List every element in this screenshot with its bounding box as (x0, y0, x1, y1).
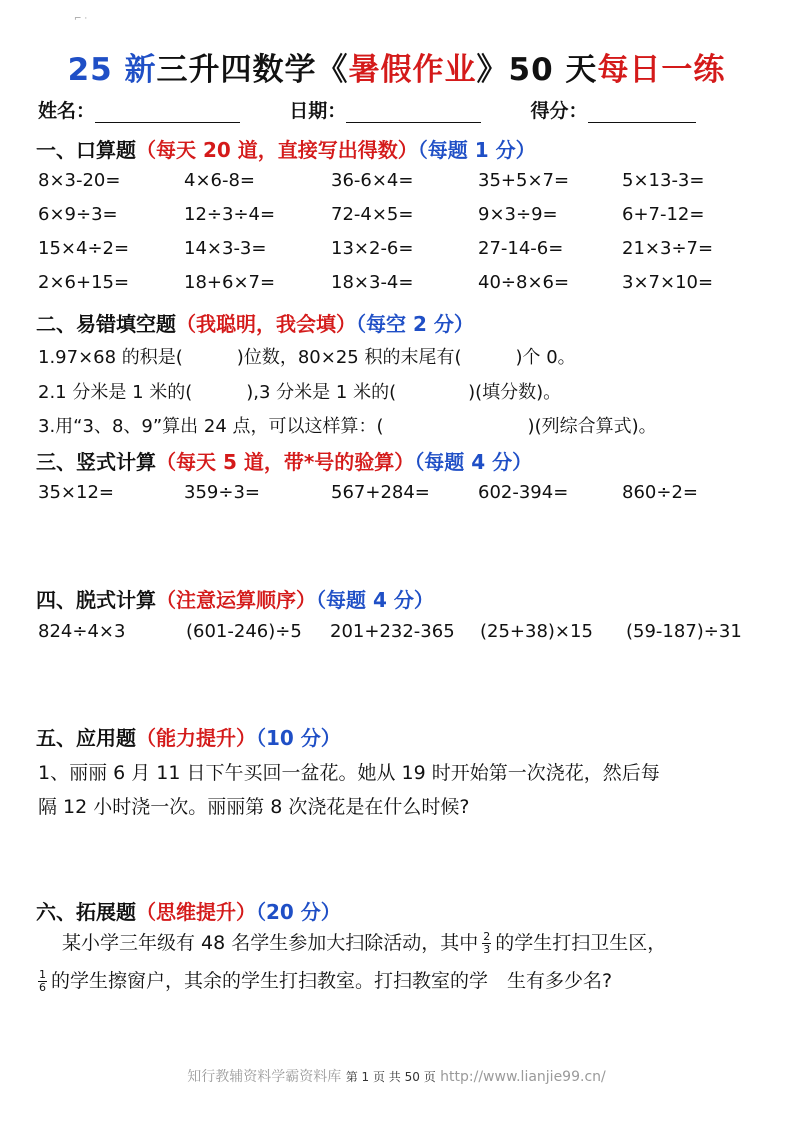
problem: 8×3-20= (38, 170, 121, 191)
vertical-calc-row (0, 482, 793, 512)
problem: 860÷2= (622, 482, 698, 503)
name-label: 姓名： (38, 100, 96, 122)
section-3-heading (36, 446, 532, 475)
extension-text-a: 某小学三年级有 48 名学生参加大扫除活动，其中 (62, 932, 479, 954)
fill-blank-question-2: 2.1 分米是 1 米的( ),3 分米是 1 米的( )(填分数)。 (38, 382, 562, 403)
section-1-title: 一、口算题 (36, 138, 136, 162)
student-info-row (38, 96, 696, 123)
watermark-left: 知行教辅资料学霸资料库 (187, 1069, 346, 1085)
step-calc-row (0, 621, 793, 651)
mental-math-row (0, 170, 793, 200)
scan-mark: ⌐ · (74, 14, 88, 24)
fraction-denominator: 3 (483, 943, 491, 956)
fraction-numerator: 2 (483, 930, 491, 943)
problem: 4×6-8= (184, 170, 256, 191)
word-problem-line-1: 1、丽丽 6 月 11 日下午买回一盆花。她从 19 时开始第一次浇花，然后每 (38, 762, 660, 784)
section-3-points: （每题 4 分） (414, 450, 533, 474)
problem: (601-246)÷5 (186, 621, 302, 642)
extension-problem-line-1 (62, 928, 792, 956)
problem: 12÷3÷4= (184, 204, 276, 225)
title-part-grade: 三升四数学《 (156, 52, 349, 88)
problem: 6×9÷3= (38, 204, 118, 225)
section-6-title: 六、拓展题 (36, 900, 136, 924)
problem: 18×3-4= (331, 272, 414, 293)
problem: (59-187)÷31 (626, 621, 742, 642)
problem: 14×3-3= (184, 238, 267, 259)
date-blank[interactable] (346, 102, 481, 123)
problem: 15×4÷2= (38, 238, 130, 259)
fraction-one-sixth (38, 969, 47, 994)
section-3-note: （每天 5 道，带*号的验算） (156, 450, 415, 474)
problem: 201+232-365 (330, 621, 455, 642)
score-label: 得分： (530, 100, 588, 122)
section-5-heading (36, 722, 341, 751)
section-5-points: （10 分） (256, 726, 341, 750)
section-2-title: 二、易错填空题 (36, 312, 176, 336)
problem: 2×6+15= (38, 272, 130, 293)
title-part-new: 新 (124, 52, 157, 88)
fraction-denominator: 6 (39, 981, 46, 994)
problem: 9×3÷9= (478, 204, 558, 225)
fraction-two-thirds (482, 931, 491, 956)
problem: 13×2-6= (331, 238, 414, 259)
section-4-heading (36, 584, 434, 613)
section-6-heading (36, 896, 341, 925)
page-footer (0, 1066, 793, 1086)
problem: 6+7-12= (622, 204, 705, 225)
problem: (25+38)×15 (480, 621, 593, 642)
section-1-points: （每题 1 分） (417, 138, 536, 162)
section-4-note: （注意运算顺序） (156, 588, 316, 612)
problem: 36-6×4= (331, 170, 414, 191)
fill-blank-question-3: 3.用“3、8、9”算出 24 点，可以这样算：( )(列综合算式)。 (38, 416, 657, 437)
problem: 359÷3= (184, 482, 260, 503)
section-4-title: 四、脱式计算 (36, 588, 156, 612)
section-6-note: （思维提升） (136, 900, 256, 924)
section-5-note: （能力提升） (136, 726, 256, 750)
problem: 40÷8×6= (478, 272, 570, 293)
score-blank[interactable] (588, 102, 696, 123)
problem: 21×3÷7= (622, 238, 714, 259)
problem: 5×13-3= (622, 170, 705, 191)
extension-problem-line-2 (38, 966, 768, 994)
word-problem-line-2: 隔 12 小时浇一次。丽丽第 8 次浇花是在什么时候? (38, 796, 470, 818)
section-2-heading (36, 308, 474, 337)
title-part-homework: 暑假作业 (348, 52, 477, 88)
problem: 27-14-6= (478, 238, 564, 259)
problem: 3×7×10= (622, 272, 714, 293)
section-6-points: （20 分） (256, 900, 341, 924)
date-label: 日期： (289, 100, 347, 122)
title-part-daily: 每日一练 (597, 52, 726, 88)
mental-math-row (0, 272, 793, 302)
mental-math-row (0, 204, 793, 234)
section-4-points: （每题 4 分） (316, 588, 434, 612)
section-1-heading (36, 134, 536, 163)
extension-text-b: 的学生打扫卫生区， (495, 932, 667, 954)
problem: 18+6×7= (184, 272, 276, 293)
problem: 35×12= (38, 482, 114, 503)
mental-math-row (0, 238, 793, 268)
fraction-numerator: 1 (39, 968, 46, 981)
problem: 35+5×7= (478, 170, 570, 191)
problem: 824÷4×3 (38, 621, 126, 642)
section-2-note: （我聪明，我会填） (176, 312, 356, 336)
section-3-title: 三、竖式计算 (36, 450, 156, 474)
problem: 567+284= (331, 482, 430, 503)
title-part-number: 25 (67, 52, 113, 88)
section-2-points: （每空 2 分） (356, 312, 474, 336)
section-5-title: 五、应用题 (36, 726, 136, 750)
problem: 602-394= (478, 482, 569, 503)
watermark-url[interactable]: http://www.lianjie99.cn/ (435, 1069, 606, 1085)
extension-text-c: 的学生擦窗户，其余的学生打扫教室。打扫教室的学 生有多少名? (51, 970, 613, 992)
section-1-note: （每天 20 道，直接写出得数） (136, 138, 418, 162)
name-blank[interactable] (95, 102, 240, 123)
fill-blank-question-1: 1.97×68 的积是( )位数，80×25 积的末尾有( )个 0。 (38, 347, 576, 368)
page-number: 第 1 页 共 50 页 (345, 1070, 436, 1084)
title-part-days: 》50 天 (476, 52, 598, 88)
problem: 72-4×5= (331, 204, 414, 225)
page-title (0, 44, 793, 89)
